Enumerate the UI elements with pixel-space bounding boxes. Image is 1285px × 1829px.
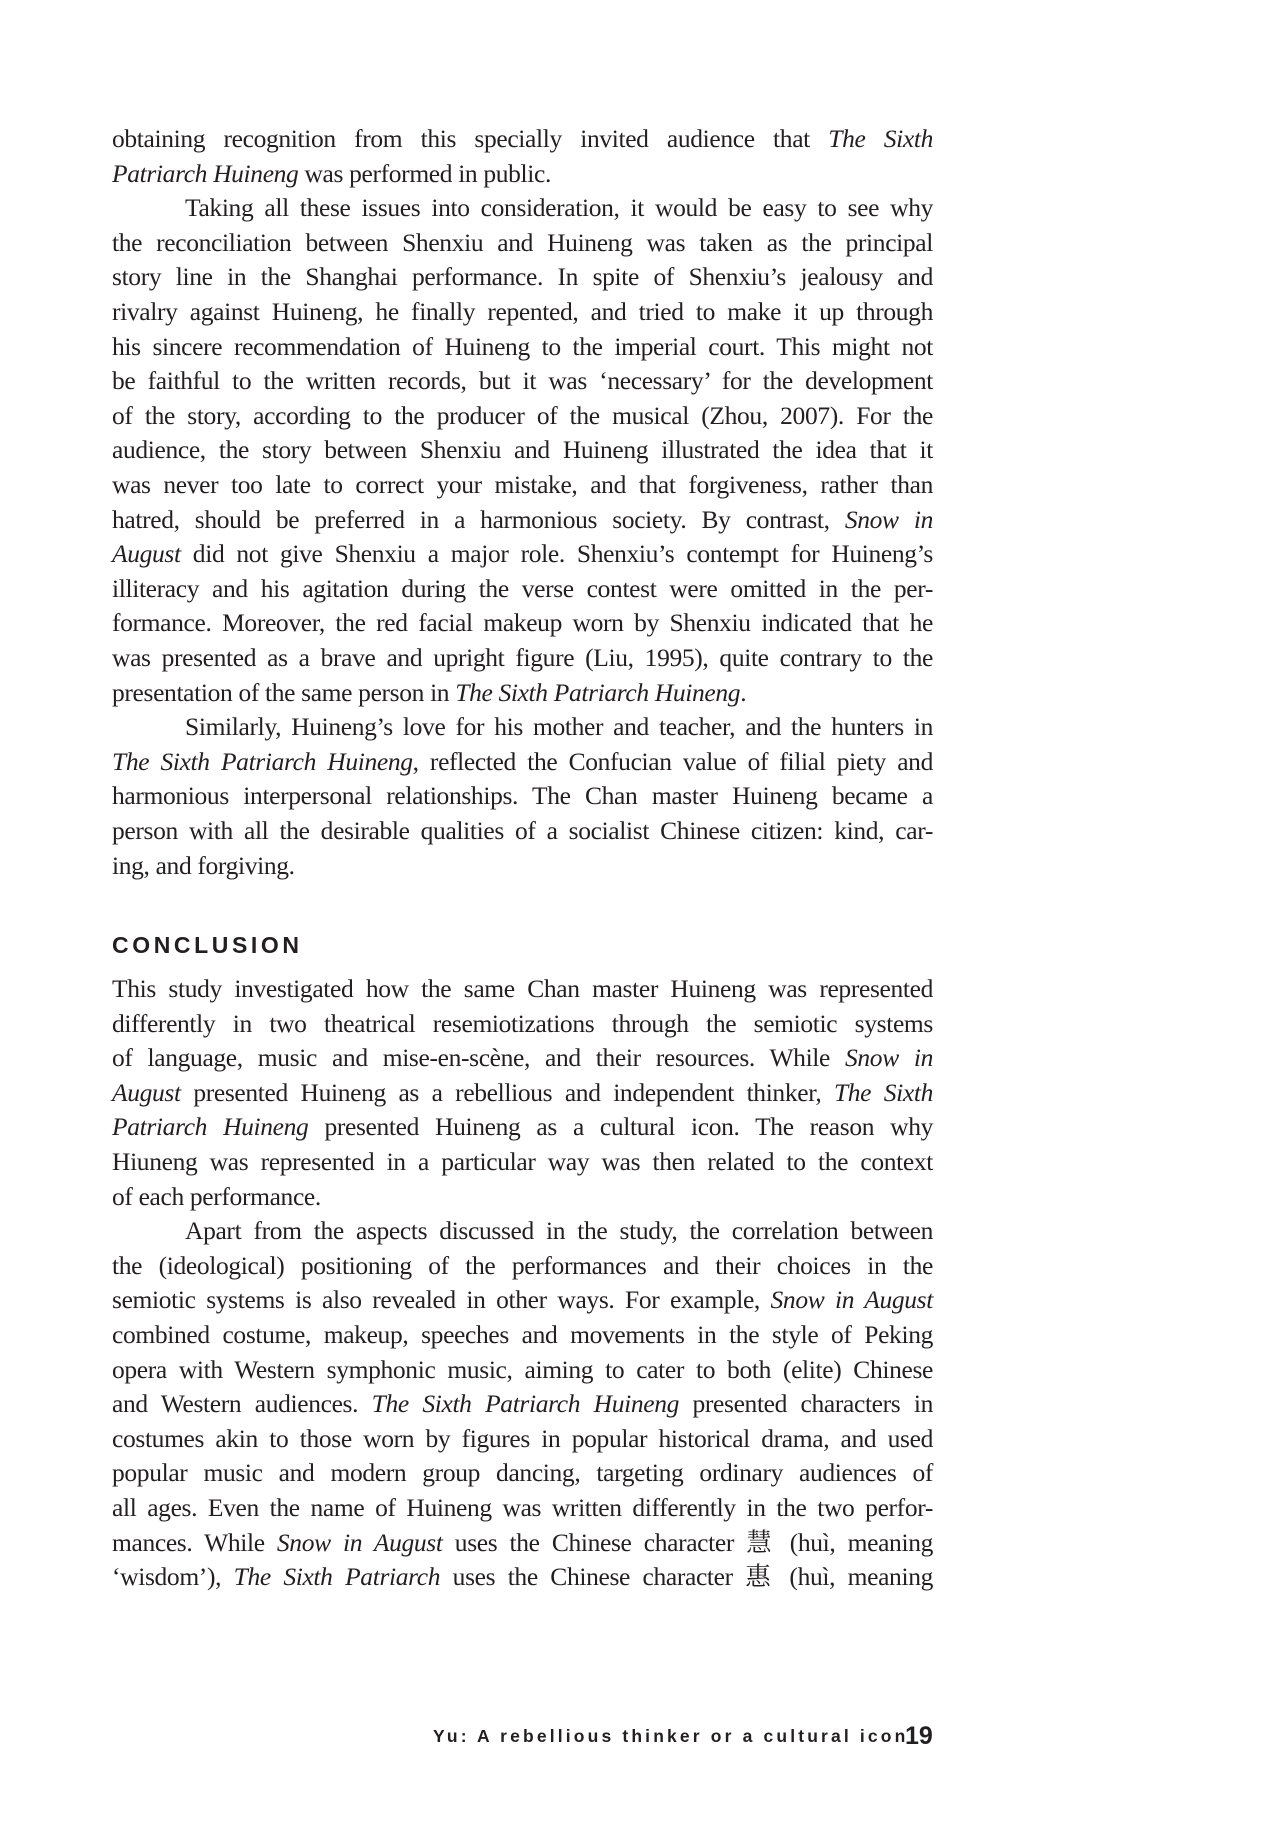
text-line <box>112 190 933 225</box>
italic-title: Snow in August <box>276 1527 443 1557</box>
text-line <box>112 398 933 433</box>
text-run: presented Huineng as a cultural icon. The reason why <box>308 1112 934 1142</box>
text-run: rivalry against Huineng, he finally repented, and tried to make it up through <box>112 297 933 326</box>
text-run: . <box>740 677 747 707</box>
text-run: ‘wisdom’), <box>112 1562 234 1592</box>
text-run: was presented as a brave and upright figure (Liu, 1995), quite contrary to the <box>112 643 933 672</box>
text-line <box>112 1317 933 1352</box>
text-line <box>112 675 933 710</box>
text-run: uses the Chinese character 慧 (huì, meaning <box>442 1527 933 1557</box>
section-heading: CONCLUSION <box>112 932 303 958</box>
text-run: the (ideological) positioning of the performances and their choices in the <box>112 1250 933 1280</box>
text-run: popular music and modern group dancing, targeting ordinary audiences of <box>112 1458 933 1488</box>
text-line <box>112 813 933 848</box>
text-line <box>112 294 933 329</box>
text-run: , reflected the Confucian value of filial piety and <box>412 746 933 776</box>
text-line <box>112 1386 933 1421</box>
text-run: Taking all these issues into consideration, it would be easy to see why <box>185 193 933 223</box>
text-run: costumes akin to those worn by figures in popular historical drama, and used <box>112 1423 933 1453</box>
text-run: was never too late to correct your mistake, and that forgiveness, rather than <box>112 470 933 499</box>
italic-title: August <box>112 539 181 569</box>
text-line <box>112 156 933 191</box>
italic-title: Patriarch Huineng <box>112 158 299 188</box>
text-run: all ages. Even the name of Huineng was written differently in the two perfor- <box>112 1493 933 1522</box>
text-line <box>112 778 933 813</box>
text-run: combined costume, makeup, speeches and movements in the style of Peking <box>112 1320 933 1349</box>
text-line <box>112 605 933 640</box>
italic-title: The Sixth Patriarch Huineng <box>455 677 741 707</box>
text-run: Similarly, Huineng’s love for his mother and teacher, and the hunters in <box>185 712 933 742</box>
text-line <box>112 1490 933 1525</box>
text-line <box>112 1421 933 1456</box>
text-run: Apart from the aspects discussed in the study, the correlation between <box>185 1216 933 1246</box>
italic-title: Snow in August <box>770 1285 933 1315</box>
text-run: harmonious interpersonal relationships. The Chan master Huineng became a <box>112 781 933 811</box>
text-run: presented Huineng as a rebellious and independent thinker, <box>180 1077 834 1107</box>
text-run: of each performance. <box>112 1181 321 1211</box>
text-run: his sincere recommendation of Huineng to the imperial court. This might not <box>112 331 933 361</box>
text-run: of the story, according to the producer of the musical (Zhou, 2007). For the <box>112 400 933 430</box>
text-line <box>112 432 933 467</box>
page-number: 19 <box>905 1722 933 1750</box>
text-line <box>112 1109 933 1144</box>
text-run: did not give Shenxiu a major role. Shenxiu’s contempt for Huineng’s <box>180 539 933 569</box>
text-run: and Western audiences. <box>112 1389 372 1419</box>
text-run: illiteracy and his agitation during the verse contest were omitted in the per- <box>112 573 933 603</box>
text-line <box>112 1455 933 1490</box>
text-line <box>112 1144 933 1179</box>
text-line <box>112 1525 933 1560</box>
text-run: ing, and forgiving. <box>112 850 295 880</box>
text-line <box>112 121 933 156</box>
text-line <box>112 571 933 606</box>
italic-title: The Sixth Patriarch Huineng <box>112 746 413 776</box>
text-run: opera with Western symphonic music, aiming to cater to both (elite) Chinese <box>112 1354 933 1384</box>
text-run: semiotic systems is also revealed in other ways. For example, <box>112 1285 771 1315</box>
text-line <box>112 848 933 883</box>
text-run: obtaining recognition from this specially invited audience that <box>112 124 829 153</box>
text-line <box>112 1352 933 1387</box>
text-run: audience, the story between Shenxiu and Huineng illustrated the idea that it <box>112 435 933 465</box>
text-run: story line in the Shanghai performance. In spite of Shenxiu’s jealousy and <box>112 262 933 292</box>
text-line <box>112 640 933 675</box>
text-line <box>112 502 933 537</box>
text-run: presentation of the same person in <box>112 677 456 707</box>
text-line <box>112 1040 933 1075</box>
text-run: differently in two theatrical resemiotizations through the semiotic systems <box>112 1008 933 1038</box>
text-line <box>112 467 933 502</box>
text-line <box>112 225 933 260</box>
text-run: formance. Moreover, the red facial makeup worn by Shenxiu indicated that he <box>112 608 933 638</box>
text-line <box>112 1282 933 1317</box>
text-line <box>112 744 933 779</box>
text-line <box>112 1075 933 1110</box>
text-line <box>112 1213 933 1248</box>
text-line <box>112 1559 933 1594</box>
italic-title: The Sixth <box>828 124 934 153</box>
text-run: the reconciliation between Shenxiu and Huineng was taken as the principal <box>112 227 933 257</box>
italic-title: The Sixth Patriarch Huineng <box>371 1389 679 1419</box>
text-run: be faithful to the written records, but it was ‘necessary’ for the development <box>112 366 933 396</box>
italic-title: Snow in <box>844 504 933 534</box>
text-run: was performed in public. <box>298 158 552 188</box>
text-line <box>112 536 933 571</box>
italic-title: August <box>112 1077 181 1107</box>
text-run: uses the Chinese character 惠 (huì, meaning <box>440 1562 933 1592</box>
running-head: Yu: A rebellious thinker or a cultural icon <box>433 1726 909 1746</box>
text-line <box>112 971 933 1006</box>
italic-title: Snow in <box>845 1043 933 1073</box>
italic-title: The Sixth Patriarch <box>233 1562 441 1592</box>
italic-title: The Sixth <box>833 1077 933 1107</box>
italic-title: Patriarch Huineng <box>112 1112 309 1142</box>
text-run: of language, music and mise-en-scène, and their resources. While <box>112 1043 845 1073</box>
text-line <box>112 709 933 744</box>
text-run: person with all the desirable qualities of a socialist Chinese citizen: kind, car- <box>112 816 933 845</box>
text-line <box>112 329 933 364</box>
text-line <box>112 1179 933 1214</box>
text-line <box>112 1248 933 1283</box>
text-run: presented characters in <box>679 1389 933 1419</box>
text-line <box>112 1006 933 1041</box>
text-run: mances. While <box>112 1527 277 1557</box>
text-run: This study investigated how the same Chan master Huineng was represented <box>112 974 933 1003</box>
text-run: hatred, should be preferred in a harmonious society. By contrast, <box>112 504 845 534</box>
text-line <box>112 363 933 398</box>
text-run: Hiuneng was represented in a particular way was then related to the context <box>112 1147 933 1176</box>
text-line <box>112 259 933 294</box>
